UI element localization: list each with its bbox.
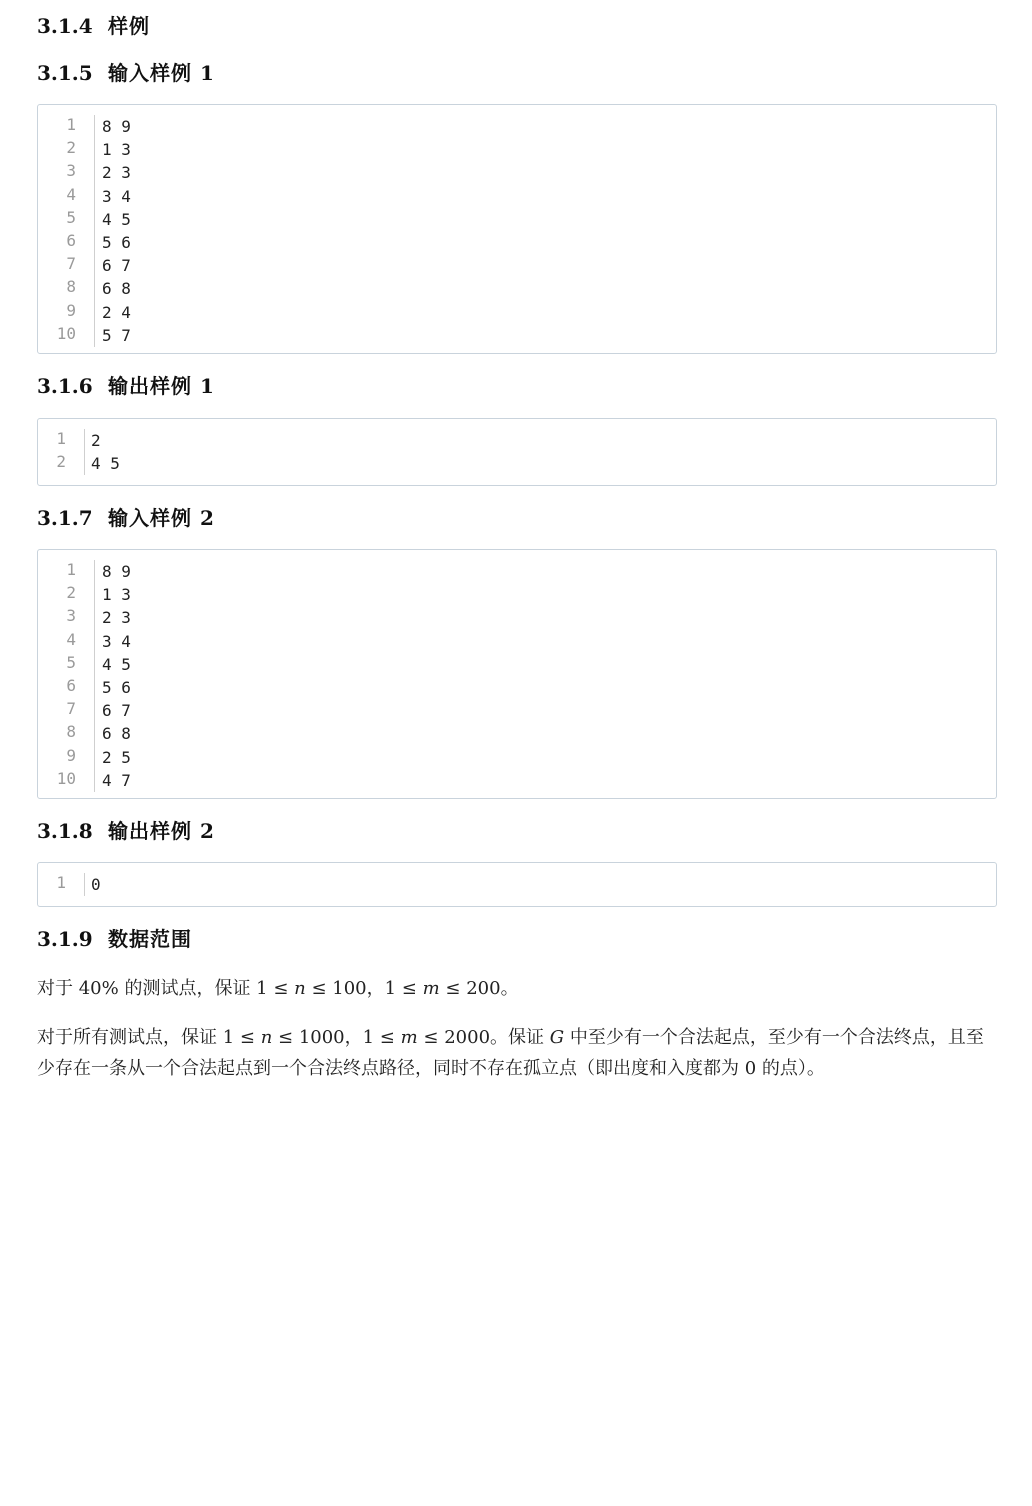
- line-number: 2: [66, 583, 76, 603]
- code-line: [38, 653, 996, 676]
- code-lines: [38, 560, 996, 792]
- section-number: 3.1.4: [37, 14, 93, 38]
- line-number: 1: [56, 873, 66, 892]
- code-text: 4 7: [102, 770, 131, 790]
- section-number: 3.1.9: [37, 927, 93, 951]
- line-number: 8: [66, 722, 76, 742]
- code-line: [38, 254, 996, 277]
- line-number: 8: [66, 277, 76, 297]
- code-line: [38, 429, 996, 452]
- section-title: 输入样例 2: [108, 506, 215, 530]
- section-title: 输出样例 2: [108, 819, 215, 843]
- code-line: [38, 746, 996, 769]
- code-block-input-1[interactable]: [37, 104, 997, 354]
- line-number: 3: [66, 606, 76, 626]
- line-number: 10: [56, 768, 76, 788]
- code-block-output-1[interactable]: [37, 418, 997, 486]
- line-number: 4: [66, 629, 76, 649]
- line-number: 10: [56, 323, 76, 343]
- line-number: 6: [66, 675, 76, 695]
- code-block-input-2[interactable]: [37, 549, 997, 799]
- var-g: G: [549, 1027, 565, 1048]
- line-number: 2: [56, 452, 66, 472]
- code-lines: [38, 115, 996, 347]
- code-text: 2: [91, 431, 101, 450]
- code-line: [38, 873, 996, 896]
- code-text: 8 9: [102, 562, 131, 581]
- code-line: [38, 452, 996, 475]
- code-line: [38, 138, 996, 161]
- code-text: 5 7: [102, 325, 131, 345]
- section-number: 3.1.7: [37, 506, 93, 530]
- code-text: 2 3: [102, 608, 131, 628]
- code-text: 4 5: [102, 209, 131, 229]
- section-number: 3.1.6: [37, 374, 93, 398]
- code-line: [38, 115, 996, 138]
- code-line: [38, 606, 996, 629]
- section-heading-3-1-6: [37, 374, 215, 398]
- section-number: 3.1.8: [37, 819, 93, 843]
- section-title: 输入样例 1: [108, 61, 215, 85]
- code-lines: [38, 429, 996, 475]
- code-line: [38, 583, 996, 606]
- range-paragraph-partial: [37, 973, 999, 1004]
- section-heading-3-1-8: [37, 819, 215, 843]
- line-number: 1: [56, 429, 66, 448]
- code-text: 2 3: [102, 163, 131, 183]
- code-line: [38, 185, 996, 208]
- var-m: m: [400, 1027, 418, 1048]
- code-line: [38, 231, 996, 254]
- section-heading-3-1-7: [37, 506, 215, 530]
- code-text: 0: [91, 875, 101, 894]
- code-text: 4 5: [91, 454, 120, 474]
- code-line: [38, 722, 996, 745]
- section-title: 样例: [108, 14, 150, 38]
- code-text: 6 8: [102, 724, 131, 744]
- code-line: [38, 630, 996, 653]
- line-number: 9: [66, 300, 76, 320]
- code-text: 8 9: [102, 117, 131, 136]
- code-line: [38, 769, 996, 792]
- var-n: n: [260, 1027, 273, 1048]
- code-lines: [38, 873, 996, 896]
- range-text: 中至少有一个合法起点，至少有一个合法终点，且至少存在一条从一个合法起点到一个合法终点路径，同时不存在孤立点（即出度和入度都为 0 的点）。: [37, 1027, 984, 1079]
- code-line: [38, 699, 996, 722]
- line-number: 9: [66, 745, 76, 765]
- line-number: 5: [66, 652, 76, 672]
- line-number: 4: [66, 184, 76, 204]
- code-block-output-2[interactable]: [37, 862, 997, 907]
- code-line: [38, 676, 996, 699]
- section-heading-3-1-9: [37, 927, 192, 951]
- code-line: [38, 277, 996, 300]
- section-title: 输出样例 1: [108, 374, 215, 398]
- line-number: 1: [66, 115, 76, 134]
- var-n: n: [294, 978, 306, 999]
- section-title: 数据范围: [108, 927, 192, 951]
- line-number: 5: [66, 207, 76, 227]
- line-number: 6: [66, 230, 76, 250]
- code-text: 5 6: [102, 677, 131, 697]
- range-text: ≤ 200。: [439, 978, 519, 999]
- code-line: [38, 161, 996, 184]
- range-text: 对于 40% 的测试点，保证 1 ≤: [37, 978, 295, 999]
- code-line: [38, 324, 996, 347]
- section-number: 3.1.5: [37, 61, 93, 85]
- range-text: 对于所有测试点，保证 1 ≤: [37, 1027, 261, 1048]
- code-text: 5 6: [102, 232, 131, 252]
- range-text: ≤ 1000，1 ≤: [272, 1027, 401, 1048]
- code-text: 3 4: [102, 631, 131, 651]
- line-number: 7: [66, 254, 76, 274]
- line-number: 7: [66, 699, 76, 719]
- var-m: m: [422, 978, 440, 999]
- range-paragraph-all: [37, 1022, 999, 1084]
- code-text: 2 4: [102, 302, 131, 322]
- code-line: [38, 560, 996, 583]
- line-number: 2: [66, 138, 76, 158]
- section-heading-3-1-5: [37, 61, 215, 85]
- code-text: 2 5: [102, 747, 131, 767]
- code-text: 1 3: [102, 140, 131, 160]
- code-text: 6 7: [102, 701, 131, 721]
- code-text: 4 5: [102, 654, 131, 674]
- code-text: 6 7: [102, 256, 131, 276]
- code-text: 1 3: [102, 585, 131, 605]
- range-text: ≤ 100，1 ≤: [305, 978, 423, 999]
- code-line: [38, 301, 996, 324]
- line-number: 3: [66, 161, 76, 181]
- range-text: ≤ 2000。保证: [417, 1027, 550, 1048]
- line-number: 1: [66, 560, 76, 579]
- code-line: [38, 208, 996, 231]
- section-heading-3-1-4: [37, 14, 150, 38]
- code-text: 3 4: [102, 186, 131, 206]
- code-text: 6 8: [102, 279, 131, 299]
